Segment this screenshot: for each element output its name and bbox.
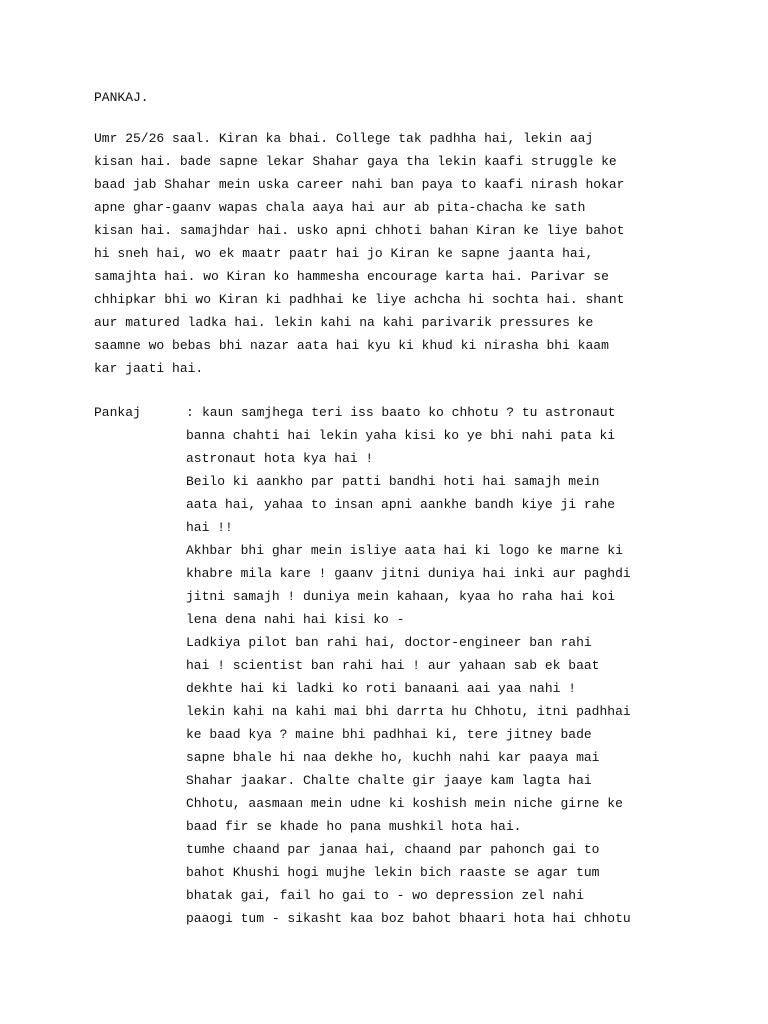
- description-line: chhipkar bhi wo Kiran ki padhhai ke liye achcha hi sochta hai. shant: [94, 292, 625, 307]
- description-line: aur matured ladka hai. lekin kahi na kahi parivarik pressures ke: [94, 315, 594, 330]
- dialogue-line: lekin kahi na kahi mai bhi darrta hu Chhotu, itni padhhai: [186, 704, 631, 719]
- character-description: [94, 127, 684, 380]
- description-line: hi sneh hai, wo ek maatr paatr hai jo Kiran ke sapne jaanta hai,: [94, 246, 594, 261]
- dialogue-line: ke baad kya ? maine bhi padhhai ki, tere jitney bade: [186, 727, 592, 742]
- dialogue-line: bahot Khushi hogi mujhe lekin bich raaste se agar tum: [186, 865, 600, 880]
- description-line: Umr 25/26 saal. Kiran ka bhai. College tak padhha hai, lekin aaj: [94, 131, 594, 146]
- dialogue-line: Chhotu, aasmaan mein udne ki koshish mein niche girne ke: [186, 796, 623, 811]
- dialogue-line: khabre mila kare ! gaanv jitni duniya hai inki aur paghdi: [186, 566, 631, 581]
- dialogue-line: lena dena nahi hai kisi ko -: [186, 612, 405, 627]
- dialogue-line: Akhbar bhi ghar mein isliye aata hai ki logo ke marne ki: [186, 543, 623, 558]
- dialogue-line: Shahar jaakar. Chalte chalte gir jaaye kam lagta hai: [186, 773, 592, 788]
- dialogue-line: hai !!: [186, 520, 233, 535]
- dialogue-line: Ladkiya pilot ban rahi hai, doctor-engineer ban rahi: [186, 635, 592, 650]
- dialogue-line: bhatak gai, fail ho gai to - wo depression zel nahi: [186, 888, 584, 903]
- dialogue-line: tumhe chaand par janaa hai, chaand par pahonch gai to: [186, 842, 600, 857]
- description-line: kar jaati hai.: [94, 361, 204, 376]
- dialogue-line: astronaut hota kya hai !: [186, 451, 374, 466]
- dialogue-line: hai ! scientist ban rahi hai ! aur yahaan sab ek baat: [186, 658, 600, 673]
- description-line: apne ghar-gaanv wapas chala aaya hai aur ab pita-chacha ke sath: [94, 200, 586, 215]
- dialogue-colon: :: [186, 405, 194, 420]
- description-line: kisan hai. bade sapne lekar Shahar gaya tha lekin kaafi struggle ke: [94, 154, 617, 169]
- character-name-heading: PANKAJ.: [94, 90, 149, 105]
- description-line: kisan hai. samajhdar hai. usko apni chhoti bahan Kiran ke liye bahot: [94, 223, 625, 238]
- dialogue-line: jitni samajh ! duniya mein kahaan, kyaa ho raha hai koi: [186, 589, 616, 604]
- description-line: baad jab Shahar mein uska career nahi ban paya to kaafi nirash hokar: [94, 177, 625, 192]
- dialogue-line: sapne bhale hi naa dekhe ho, kuchh nahi kar paaya mai: [186, 750, 600, 765]
- dialogue-line: banna chahti hai lekin yaha kisi ko ye bhi nahi pata ki: [186, 428, 616, 443]
- description-line: saamne wo bebas bhi nazar aata hai kyu ki khud ki nirasha bhi kaam: [94, 338, 609, 353]
- dialogue-line: paaogi tum - sikasht kaa boz bahot bhaari hota hai chhotu: [186, 911, 631, 926]
- dialogue-line: dekhte hai ki ladki ko roti banaani aai yaa nahi !: [186, 681, 577, 696]
- dialogue-speaker: Pankaj: [94, 405, 141, 420]
- dialogue-block: [186, 401, 686, 930]
- dialogue-line: baad fir se khade ho pana mushkil hota hai.: [186, 819, 522, 834]
- dialogue-line: aata hai, yahaa to insan apni aankhe bandh kiye ji rahe: [186, 497, 616, 512]
- description-line: samajhta hai. wo Kiran ko hammesha encourage karta hai. Parivar se: [94, 269, 609, 284]
- dialogue-line: Beilo ki aankho par patti bandhi hoti hai samajh mein: [186, 474, 600, 489]
- dialogue-line: kaun samjhega teri iss baato ko chhotu ? tu astronaut: [202, 405, 616, 420]
